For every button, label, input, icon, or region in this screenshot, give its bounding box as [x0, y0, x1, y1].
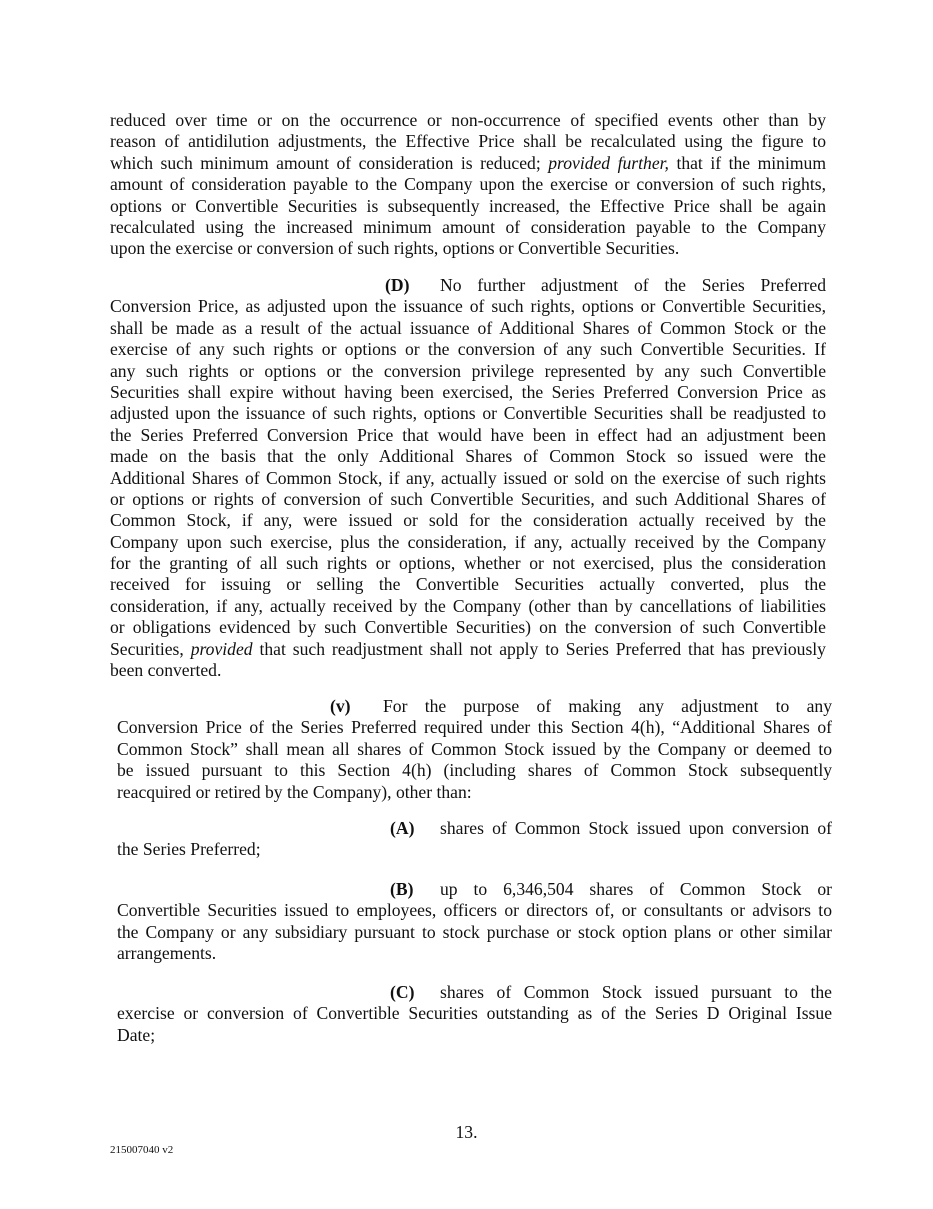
text-line: made on the basis that the only Additional Shares of Common Stock so issued were the	[110, 446, 826, 467]
text-line: Date;	[117, 1024, 156, 1045]
text-line	[110, 153, 826, 174]
paragraph-c	[117, 982, 832, 1046]
italic-provided-further: provided further,	[548, 152, 669, 173]
text-line: the Company or any subsidiary pursuant to stock purchase or stock option plans or other similar	[117, 921, 832, 942]
paragraph-b	[117, 879, 832, 965]
paragraph-v	[117, 696, 832, 803]
text-line: reacquired or retired by the Company), other than:	[117, 781, 472, 802]
text-line: or obligations evidenced by such Convertible Securities) on the conversion of such Convertible	[110, 617, 826, 638]
paragraph-d	[110, 275, 826, 681]
text-line: be issued pursuant to this Section 4(h) (including shares of Common Stock subsequently	[117, 760, 832, 781]
text-segment: that if the minimum	[668, 152, 826, 173]
paragraph-label: (v)	[330, 696, 351, 716]
text-line: up to 6,346,504 shares of Common Stock or	[440, 879, 832, 899]
paragraph-continuation	[110, 110, 826, 260]
document-id: 215007040 v2	[110, 1144, 174, 1156]
page-number: 13.	[455, 1122, 478, 1142]
text-line: reduced over time or on the occurrence or non-occurrence of specified events other than by	[110, 110, 826, 130]
text-line: Securities shall expire without having been exercised, the Series Preferred Conversion Price as	[110, 381, 826, 402]
text-line: exercise or conversion of Convertible Securities outstanding as of the Series D Original Issue	[117, 1003, 832, 1024]
text-line: recalculated using the increased minimum amount of consideration payable to the Company	[110, 216, 826, 237]
text-line: reason of antidilution adjustments, the Effective Price shall be recalculated using the figure to	[110, 131, 826, 152]
text-line: been converted.	[110, 660, 222, 681]
text-line: arrangements.	[117, 943, 217, 964]
text-line: options or Convertible Securities is subsequently increased, the Effective Price shall be again	[110, 195, 826, 216]
text-line: amount of consideration payable to the Company upon the exercise or conversion of such rights,	[110, 174, 826, 195]
text-line: No further adjustment of the Series Preferred	[440, 275, 826, 295]
text-line: upon the exercise or conversion of such rights, options or Convertible Securities.	[110, 238, 680, 259]
text-line: for the granting of all such rights or options, whether or not exercised, plus the consideration	[110, 553, 826, 574]
paragraph-label: (C)	[390, 982, 415, 1002]
text-line: consideration, if any, actually received by the Company (other than by cancellations of liabilities	[110, 595, 826, 616]
text-line: Convertible Securities issued to employees, officers or directors of, or consultants or advisors to	[117, 900, 832, 921]
italic-provided: provided	[190, 638, 253, 659]
text-line: Additional Shares of Common Stock, if any, actually issued or sold on the exercise of such rights	[110, 467, 826, 488]
paragraph-label: (A)	[390, 818, 415, 838]
text-segment: that such readjustment shall not apply to Series Preferred that has previously	[252, 638, 826, 659]
text-line: or options or rights of conversion of such Convertible Securities, and such Additional Shares of	[110, 488, 826, 509]
paragraph-label: (D)	[385, 275, 410, 295]
paragraph-first-line	[117, 879, 832, 900]
text-line: shares of Common Stock issued pursuant to the	[440, 982, 832, 1002]
paragraph-first-line	[117, 982, 832, 1003]
text-line: Company upon such exercise, plus the consideration, if any, actually received by the Company	[110, 531, 826, 552]
text-line: the Series Preferred;	[117, 839, 261, 860]
text-segment: Securities,	[110, 638, 191, 659]
text-segment: which such minimum amount of consideration is reduced;	[110, 152, 549, 173]
text-line: Common Stock, if any, were issued or sold for the consideration actually received by the	[110, 510, 826, 531]
text-line: exercise of any such rights or options or the conversion of any such Convertible Securities. If	[110, 339, 826, 360]
text-line: shall be made as a result of the actual issuance of Additional Shares of Common Stock or the	[110, 317, 826, 338]
text-line: Conversion Price of the Series Preferred required under this Section 4(h), “Additional Shares of	[117, 717, 832, 738]
paragraph-label: (B)	[390, 879, 414, 899]
text-line: Conversion Price, as adjusted upon the issuance of such rights, options or Convertible Securities,	[110, 296, 826, 317]
paragraph-a	[117, 818, 832, 861]
text-line: received for issuing or selling the Convertible Securities actually converted, plus the	[110, 574, 826, 595]
text-line: Common Stock” shall mean all shares of Common Stock issued by the Company or deemed to	[117, 738, 832, 759]
paragraph-first-line	[117, 696, 832, 717]
text-line: For the purpose of making any adjustment to any	[383, 696, 832, 716]
text-line: shares of Common Stock issued upon conversion of	[440, 818, 832, 838]
text-line: the Series Preferred Conversion Price that would have been in effect had an adjustment been	[110, 424, 826, 445]
text-line: any such rights or options or the conversion privilege represented by any such Convertible	[110, 360, 826, 381]
paragraph-first-line	[110, 275, 826, 296]
paragraph-first-line	[117, 818, 832, 839]
text-line	[110, 639, 826, 660]
text-line: adjusted upon the issuance of such rights, options or Convertible Securities shall be readjusted to	[110, 403, 826, 424]
